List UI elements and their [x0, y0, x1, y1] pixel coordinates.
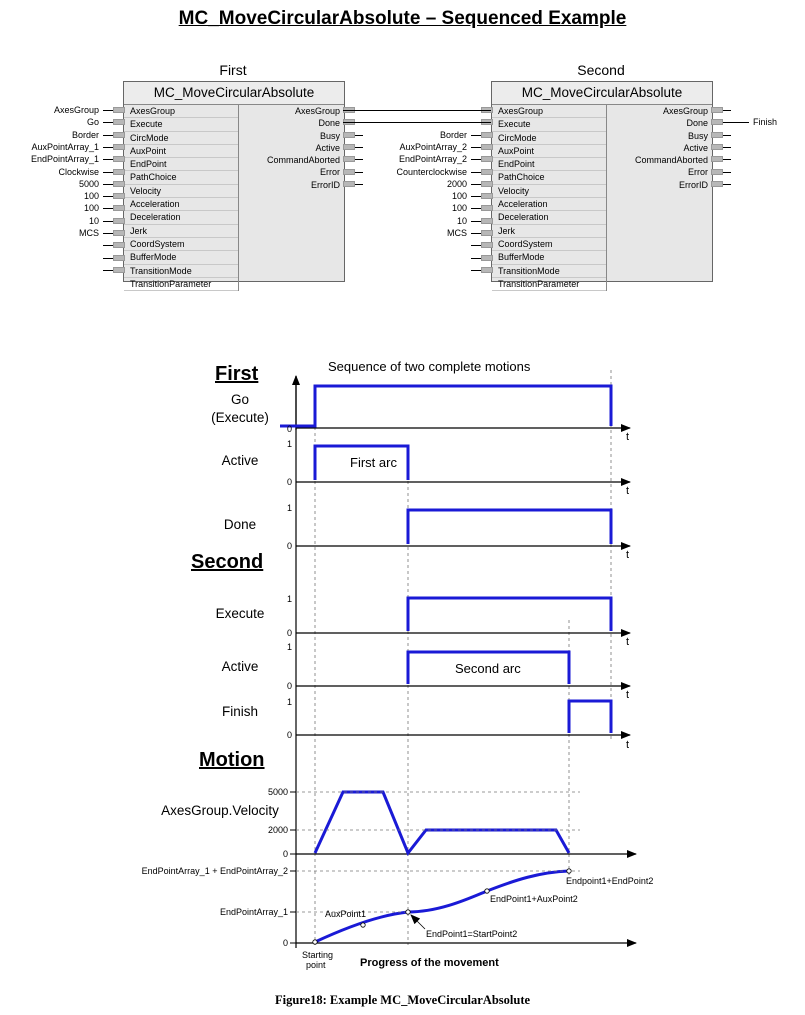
fb2-input-pin[interactable]: PathChoice — [492, 171, 606, 184]
fb1-output-pin[interactable]: Done — [318, 118, 340, 129]
input-value-label: AxesGroup — [53, 105, 99, 115]
first-arc-label: First arc — [350, 455, 397, 470]
time-axes — [296, 428, 636, 943]
input-value-label: EndPointArray_2 — [398, 154, 467, 165]
svg-text:0: 0 — [287, 424, 293, 434]
fb2-input-pin[interactable]: TransitionMode — [492, 265, 606, 278]
input-value-label: 100 — [451, 191, 467, 202]
svg-text:EndPoint1=StartPoint2: EndPoint1=StartPoint2 — [426, 929, 518, 939]
svg-text:t: t — [626, 549, 630, 561]
trace-execute2 — [408, 598, 611, 631]
fb1-output-pin[interactable]: ErrorID — [311, 179, 340, 190]
fb1-input-pin[interactable]: PathChoice — [124, 171, 238, 184]
output-value-label: Finish — [753, 117, 778, 128]
fb2-output-pin[interactable]: Error — [688, 167, 708, 178]
input-value-label: AuxPointArray_2 — [399, 141, 467, 152]
input-value-label: EndPointArray_1 — [30, 154, 99, 165]
fb2-output-pin[interactable]: AxesGroup — [662, 106, 708, 116]
fb1-input-pin[interactable]: Acceleration — [124, 198, 238, 211]
input-value-label: AuxPointArray_1 — [31, 141, 99, 152]
signal-label-active1: Active — [221, 453, 259, 468]
fb1-input-pin[interactable]: BufferMode — [124, 251, 238, 264]
svg-text:0: 0 — [282, 849, 288, 859]
svg-text:t: t — [626, 431, 630, 443]
input-value-label: Clockwise — [58, 166, 99, 177]
svg-text:t: t — [626, 485, 630, 497]
svg-text:1: 1 — [287, 594, 293, 604]
progress-label: Progress of the movement — [360, 957, 499, 969]
svg-text:0: 0 — [287, 477, 293, 487]
svg-text:1: 1 — [287, 697, 293, 707]
fb2-input-pin[interactable]: Deceleration — [492, 211, 606, 224]
fb1-label: First — [219, 62, 247, 78]
svg-text:t: t — [626, 739, 630, 751]
fb2-input-pin[interactable]: TransitionParameter — [492, 278, 606, 291]
signal-label-go: Go (Execute) — [211, 392, 269, 425]
svg-text:EndPointArray_1: EndPointArray_1 — [219, 907, 288, 917]
fb2-input-pin[interactable]: Execute — [492, 118, 606, 131]
input-value-label: 100 — [83, 191, 99, 202]
signal-label-done1: Done — [223, 517, 257, 532]
svg-text:AuxPoint1: AuxPoint1 — [325, 909, 367, 919]
trace-done1 — [408, 510, 611, 544]
input-value-label: Counterclockwise — [396, 166, 467, 177]
fb1-output-pin[interactable]: Error — [320, 167, 340, 178]
svg-text:Endpoint1+EndPoint2: Endpoint1+EndPoint2 — [566, 876, 654, 886]
fb2-input-pin[interactable]: BufferMode — [492, 251, 606, 264]
trace-go — [280, 386, 611, 426]
motion-ticks — [290, 792, 296, 943]
fb2-output-pin[interactable]: Active — [683, 142, 708, 153]
input-value-label: 100 — [83, 203, 99, 214]
signal-label-execute2: Execute — [215, 606, 265, 621]
fb1-input-pin[interactable]: Execute — [124, 118, 238, 131]
fb2-input-pin[interactable]: CoordSystem — [492, 238, 606, 251]
svg-text:0: 0 — [287, 541, 293, 551]
input-value-label: 2000 — [446, 178, 467, 189]
section-motion: Motion — [199, 749, 265, 771]
svg-text:EndPointArray_1 + EndPointArr: EndPointArray_1 + EndPointArray_2 — [141, 866, 288, 876]
fb2-input-pin[interactable]: CircMode — [492, 132, 606, 145]
svg-text:t: t — [626, 689, 630, 701]
velocity-ticks — [268, 787, 288, 859]
input-value-label: MCS — [447, 228, 467, 238]
level-labels — [287, 424, 292, 740]
fb2-input-pin[interactable]: Velocity — [492, 185, 606, 198]
fb1-input-pin[interactable]: EndPoint — [124, 158, 238, 171]
fb1-input-pin[interactable]: TransitionParameter — [124, 278, 238, 291]
fb1-output-pin[interactable]: Active — [315, 142, 340, 153]
input-value-label: 10 — [88, 215, 99, 226]
second-arc-label: Second arc — [455, 661, 521, 676]
input-value-label: Go — [86, 117, 99, 128]
fb2-label: Second — [577, 62, 625, 78]
section-first: First — [215, 363, 259, 385]
svg-text:1: 1 — [287, 503, 293, 513]
fb2-output-pin[interactable]: CommandAborted — [634, 155, 708, 166]
svg-text:0: 0 — [282, 938, 288, 948]
fb1-output-pin[interactable]: AxesGroup — [294, 106, 340, 116]
svg-text:0: 0 — [287, 681, 293, 691]
input-value-label: 100 — [451, 203, 467, 214]
trace-finish — [569, 701, 611, 733]
fb1-input-pin[interactable]: Velocity — [124, 185, 238, 198]
t-labels — [626, 431, 629, 751]
svg-text:t: t — [626, 636, 630, 648]
fb1-input-pin[interactable]: AuxPoint — [124, 145, 238, 158]
fb2-input-pin[interactable]: Jerk — [492, 225, 606, 238]
signal-label-active2: Active — [221, 659, 259, 674]
page-title: MC_MoveCircularAbsolute – Sequenced Example — [178, 8, 627, 29]
fb2-header: MC_MoveCircularAbsolute — [492, 82, 712, 105]
signal-traces — [280, 386, 611, 942]
fb2-input-pin[interactable]: AxesGroup — [492, 105, 606, 118]
input-value-label: Border — [71, 129, 99, 140]
fb1-output-pin[interactable]: Busy — [319, 130, 340, 141]
svg-text:5000: 5000 — [267, 787, 288, 797]
fb2-input-pin[interactable]: EndPoint — [492, 158, 606, 171]
svg-text:2000: 2000 — [267, 825, 288, 835]
position-ticks — [142, 866, 288, 948]
fb2-output-pin[interactable]: Busy — [687, 130, 708, 141]
figure-caption: Figure18: Example MC_MoveCircularAbsolute — [274, 993, 531, 1007]
fb1-input-pin[interactable]: TransitionMode — [124, 265, 238, 278]
fb1-input-pin[interactable]: Deceleration — [124, 211, 238, 224]
fb1-input-pin[interactable]: CircMode — [124, 132, 238, 145]
fb2-output-pin[interactable]: Done — [686, 118, 708, 129]
input-value-label: MCS — [79, 228, 99, 238]
fb1-output-pin[interactable]: CommandAborted — [266, 155, 340, 166]
input-value-label: 10 — [456, 215, 467, 226]
svg-text:0: 0 — [287, 730, 293, 740]
fb1-input-pin[interactable]: Jerk — [124, 225, 238, 238]
start-point-label-1: Starting — [302, 950, 334, 960]
svg-text:1: 1 — [287, 439, 293, 449]
fb1-header: MC_MoveCircularAbsolute — [124, 82, 344, 105]
start-point-label-2: point — [306, 960, 326, 970]
section-second: Second — [191, 551, 264, 573]
sequence-header: Sequence of two complete motions — [328, 359, 531, 374]
fb1-input-pin[interactable]: CoordSystem — [124, 238, 238, 251]
fb2-input-pin[interactable]: Acceleration — [492, 198, 606, 211]
svg-text:0: 0 — [287, 628, 293, 638]
signal-label-velocity: AxesGroup.Velocity — [161, 803, 279, 818]
signal-label-finish: Finish — [221, 704, 258, 719]
fb1-input-pin[interactable]: AxesGroup — [124, 105, 238, 118]
svg-text:1: 1 — [287, 642, 293, 652]
input-value-label: Border — [439, 129, 467, 140]
startpoint2-arrow — [411, 915, 425, 929]
input-value-label: 5000 — [78, 178, 99, 189]
trace-velocity — [315, 792, 569, 853]
fb2-output-pin[interactable]: ErrorID — [679, 179, 708, 190]
position-point-labels — [325, 876, 653, 939]
svg-text:EndPoint1+AuxPoint2: EndPoint1+AuxPoint2 — [490, 894, 578, 904]
fb2-input-pin[interactable]: AuxPoint — [492, 145, 606, 158]
